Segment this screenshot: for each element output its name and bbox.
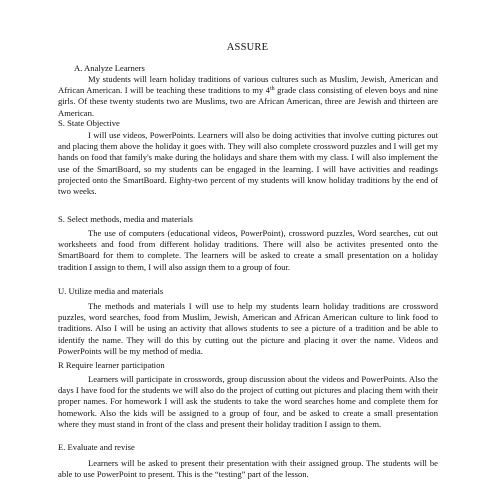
section-heading-utilize-media: U. Utilize media and materials [58, 286, 164, 296]
section-heading-evaluate-revise: E. Evaluate and revise [58, 442, 135, 452]
section-body-utilize-media: The methods and materials I will use to help my students learn holiday traditions are crossword puzzles, word searches, food from Muslim, Jewish, American and African American culture to link food to traditions. Also I will be using an activity that allows students to see a picture of a tradition and be able to identify the name. They will do this by cutting out the picture and placing it over the name. Videos and PowerPoints will be my method of media. [58, 301, 438, 356]
section-heading-state-objective: S. State Objective [58, 118, 120, 128]
section-body-require-participation: Learners will participate in crosswords, group discussion about the videos and PowerPoints. Also the days I have food for the students we will also do the project of cutting out pictures and placing them with their proper names. For homework I will ask the students to take the word searches home and complete them for homework. Also the kids will be assigned to a group of four, and be asked to create a small presentation where they must stand in front of the class and present their holiday tradition I assign to them. [58, 374, 438, 429]
section-body-analyze-sup: th [269, 86, 275, 93]
section-heading-analyze: A. Analyze Learners [74, 63, 145, 73]
document-title: ASSURE [226, 42, 269, 53]
section-body-analyze-pre: My students will learn holiday traditions of various cultures such as Muslim, Jewish, American and African American. I will be teaching these traditions to my 4 [58, 74, 438, 96]
section-body-select-methods: The use of computers (educational videos, PowerPoint), crossword puzzles, Word searches, cut out worksheets and food from different holiday traditions. There will also be activites presented onto the SmartBoard for them to complete. The learners will be asked to create a small presentation on a holiday tradition I assign to them, I will also assign them to a group of four. [58, 228, 438, 272]
section-heading-require-participation: R Require learner participation [58, 360, 165, 370]
section-body-analyze-post: grade class consisting of eleven boys and nine girls. Of these twenty students two are Muslims, two are African American, three are Jewish and thirteen are American. [58, 85, 438, 118]
section-heading-select-methods: S. Select methods, media and materials [58, 214, 193, 224]
section-body-analyze [58, 74, 438, 119]
section-body-evaluate-revise: Learners will be asked to present their presentation with their assigned group. The students will be able to use PowerPoint to present. This is the “testing” part of the lesson. [58, 458, 438, 480]
section-body-state-objective: I will use videos, PowerPoints. Learners will also be doing activities that involve cutting pictures out and placing them above the holiday it goes with. They will also complete crossword puzzles and I will get my hands on food that family's make during the holidays and share them with my class. I will also implement the use of the SmartBoard, so my students can be engaged in the learning. I will have activities and readings projected onto the SmartBoard. Eighty-two percent of my students will know holiday traditions by the end of two weeks. [58, 130, 438, 197]
